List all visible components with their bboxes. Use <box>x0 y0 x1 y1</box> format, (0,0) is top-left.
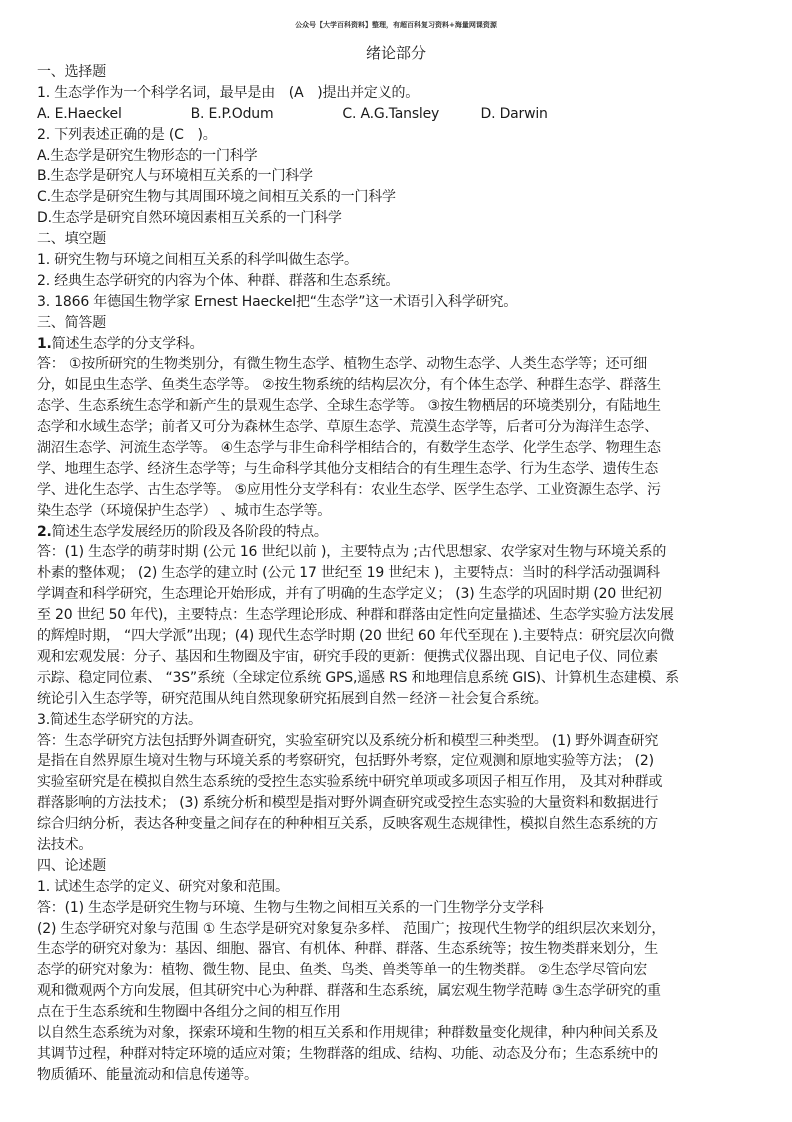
text-line: 湖沼生态学、河流生态学等。 ④生态学与非生命科学相结合的，有数学生态学、化学生态学、物理生态 <box>37 440 661 457</box>
section-heading: 四、论述题 <box>37 857 106 874</box>
text-line: 生态学的研究对象为：基因、细胞、器官、有机体、种群、群落、生态系统等；按生物类群来划分，生 <box>37 941 658 958</box>
text-line: 染生态学（环境保护生态学） 、城市生态学等。 <box>37 502 332 519</box>
text-line: 以自然生态系统为对象，探索环境和生物的相互关系和作用规律；种群数量变化规律，种内种间关系及 <box>37 1024 658 1041</box>
text-line: 学、地理生态学、经济生态学等；与生命科学其他分支相结合的有生理生态学、行为生态学、遗传生态 <box>37 460 658 477</box>
text-line: 答：(1) 生态学是研究生物与环境、生物与生物之间相互关系的一门生物学分支学科 <box>37 899 544 916</box>
text-line: 统论引入生态学等，研究范围从纯自然现象研究拓展到自然－经济－社会复合系统。 <box>37 690 548 707</box>
text-line: 答：生态学研究方法包括野外调查研究，实验室研究以及系统分析和模型三种类型。 (1) 野外调查研究 <box>37 732 659 749</box>
text-line: 1. 生态学作为一个科学名词，最早是由 (A )提出并定义的。 <box>37 84 420 101</box>
section-heading: 二、填空题 <box>37 231 106 248</box>
text-line: 物质循环、能量流动和信息传递等。 <box>37 1066 258 1083</box>
text-line: 态学的研究对象为：植物、微生物、昆虫、鱼类、鸟类、兽类等单一的生物类群。 ②生态学尽管向宏 <box>37 962 647 979</box>
text-line: 答： ①按所研究的生物类别分，有微生物生态学、植物生态学、动物生态学、人类生态学等；还可细 <box>37 356 647 373</box>
text-line: 法技术。 <box>37 836 93 853</box>
text-line: 1. 研究生物与环境之间相互关系的科学叫做生态学。 <box>37 252 358 269</box>
text-line: A. E.Haeckel B. E.P.Odum C. A.G.Tansley D. Darwin <box>37 105 548 122</box>
text-line: 至 20 世纪 50 年代)，主要特点：生态学理论形成、种群和群落由定性向定量描述、生态学实验方法发展 <box>37 607 674 624</box>
text-line: 3.简述生态学研究的方法。 <box>37 711 202 728</box>
text-line: 是指在自然界原生境对生物与环境关系的考察研究，包括野外考察，定位观测和原地实验等方法； (2) <box>37 753 654 770</box>
text-line: 的辉煌时期， “四大学派”出现；(4) 现代生态学时期 (20 世纪 60 年代至现在 ).主要特点：研究层次向微 <box>37 628 675 645</box>
text-line: 观和微观两个方向发展，但其研究中心为种群、群落和生态系统，属宏观生物学范畴 ③生态学研究的重 <box>37 983 661 1000</box>
text-line: 朴素的整体观； (2) 生态学的建立时 (公元 17 世纪至 19 世纪末 )，主要特点：当时的科学活动强调科 <box>37 565 660 582</box>
text-line: 分，如昆虫生态学、鱼类生态学等。 ②按生物系统的结构层次分，有个体生态学、种群生态学、群落生 <box>37 377 661 394</box>
text-line: 群落影响的方法技术； (3) 系统分析和模型是指对野外调查研究或受控生态实验的大量资料和数据进行 <box>37 795 659 812</box>
text-line: 综合归纳分析，表达各种变量之间存在的种种相互关系，反映客观生态规律性，模拟自然生态系统的方 <box>37 816 658 833</box>
text-line: 其调节过程，种群对特定环境的适应对策；生物群落的组成、结构、功能、动态及分布；生态系统中的 <box>37 1045 658 1062</box>
text-line: 态学和水域生态学；前者又可分为森林生态学、草原生态学、荒漠生态学等，后者可分为海洋生态学、 <box>37 419 658 436</box>
text-line: B.生态学是研究人与环境相互关系的一门科学 <box>37 168 313 185</box>
text-line: 2. 下列表述正确的是 (C )。 <box>37 126 217 143</box>
text-line: (2) 生态学研究对象与范围 ① 生态学是研究对象复杂多样、 范围广；按现代生物学的组织层次来划分， <box>37 920 666 937</box>
text-line: 态学、生态系统生态学和新产生的景观生态学、全球生态学等。 ③按生物栖居的环境类别分，有陆地生 <box>37 398 661 415</box>
text-line: 1.简述生态学的分支学科。 <box>37 335 204 352</box>
text-line: 2.简述生态学发展经历的阶段及各阶段的特点。 <box>37 523 328 540</box>
text-line: 点在于生态系统和生物圈中各组分之间的相互作用 <box>37 1004 341 1021</box>
text-line: 1. 试述生态学的定义、研究对象和范围。 <box>37 878 289 895</box>
section-heading: 一、选择题 <box>37 64 106 80</box>
text-line: A.生态学是研究生物形态的一门科学 <box>37 147 258 164</box>
text-line: 3. 1866 年德国生物学家 Ernest Haeckel把“生态学”这一术语引入科学研究。 <box>37 293 518 310</box>
section-heading: 三、简答题 <box>37 314 106 331</box>
text-line: 学调查和科学研究，生态理论开始形成，并有了明确的生态学定义； (3) 生态学的巩固时期 (20 世纪初 <box>37 586 662 603</box>
text-line: C.生态学是研究生物与其周围环境之间相互关系的一门科学 <box>37 189 396 206</box>
document-body <box>37 62 757 1086</box>
text-line: 2. 经典生态学研究的内容为个体、种群、群落和生态系统。 <box>37 272 400 289</box>
text-line: 实验室研究是在模拟自然生态系统的受控生态实验系统中研究单项或多项因子相互作用， 及其对种群或 <box>37 774 663 791</box>
text-line: 答：(1) 生态学的萌芽时期 (公元 16 世纪以前 )，主要特点为 ;古代思想家、农学家对生物与环境关系的 <box>37 544 667 561</box>
header-note: 公众号【大学百科资料】整理，有超百科复习资料+海量网课资源 <box>295 21 497 29</box>
text-line: 观和宏观发展：分子、基因和生物圈及宇宙，研究手段的更新：便携式仪器出现、自记电子仪、同位素 <box>37 648 658 665</box>
text-line: 学、进化生态学、古生态学等。 ⑤应用性分支学科有：农业生态学、医学生态学、工业资源生态学、污 <box>37 481 661 498</box>
text-line: D.生态学是研究自然环境因素相互关系的一门科学 <box>37 210 342 227</box>
page-title: 绪论部分 <box>365 44 426 62</box>
text-line: 示踪、稳定同位素、 “3S”系统（全球定位系统 GPS,遥感 RS 和地理信息系统 GIS)、计算机生态建模、系 <box>37 669 679 686</box>
